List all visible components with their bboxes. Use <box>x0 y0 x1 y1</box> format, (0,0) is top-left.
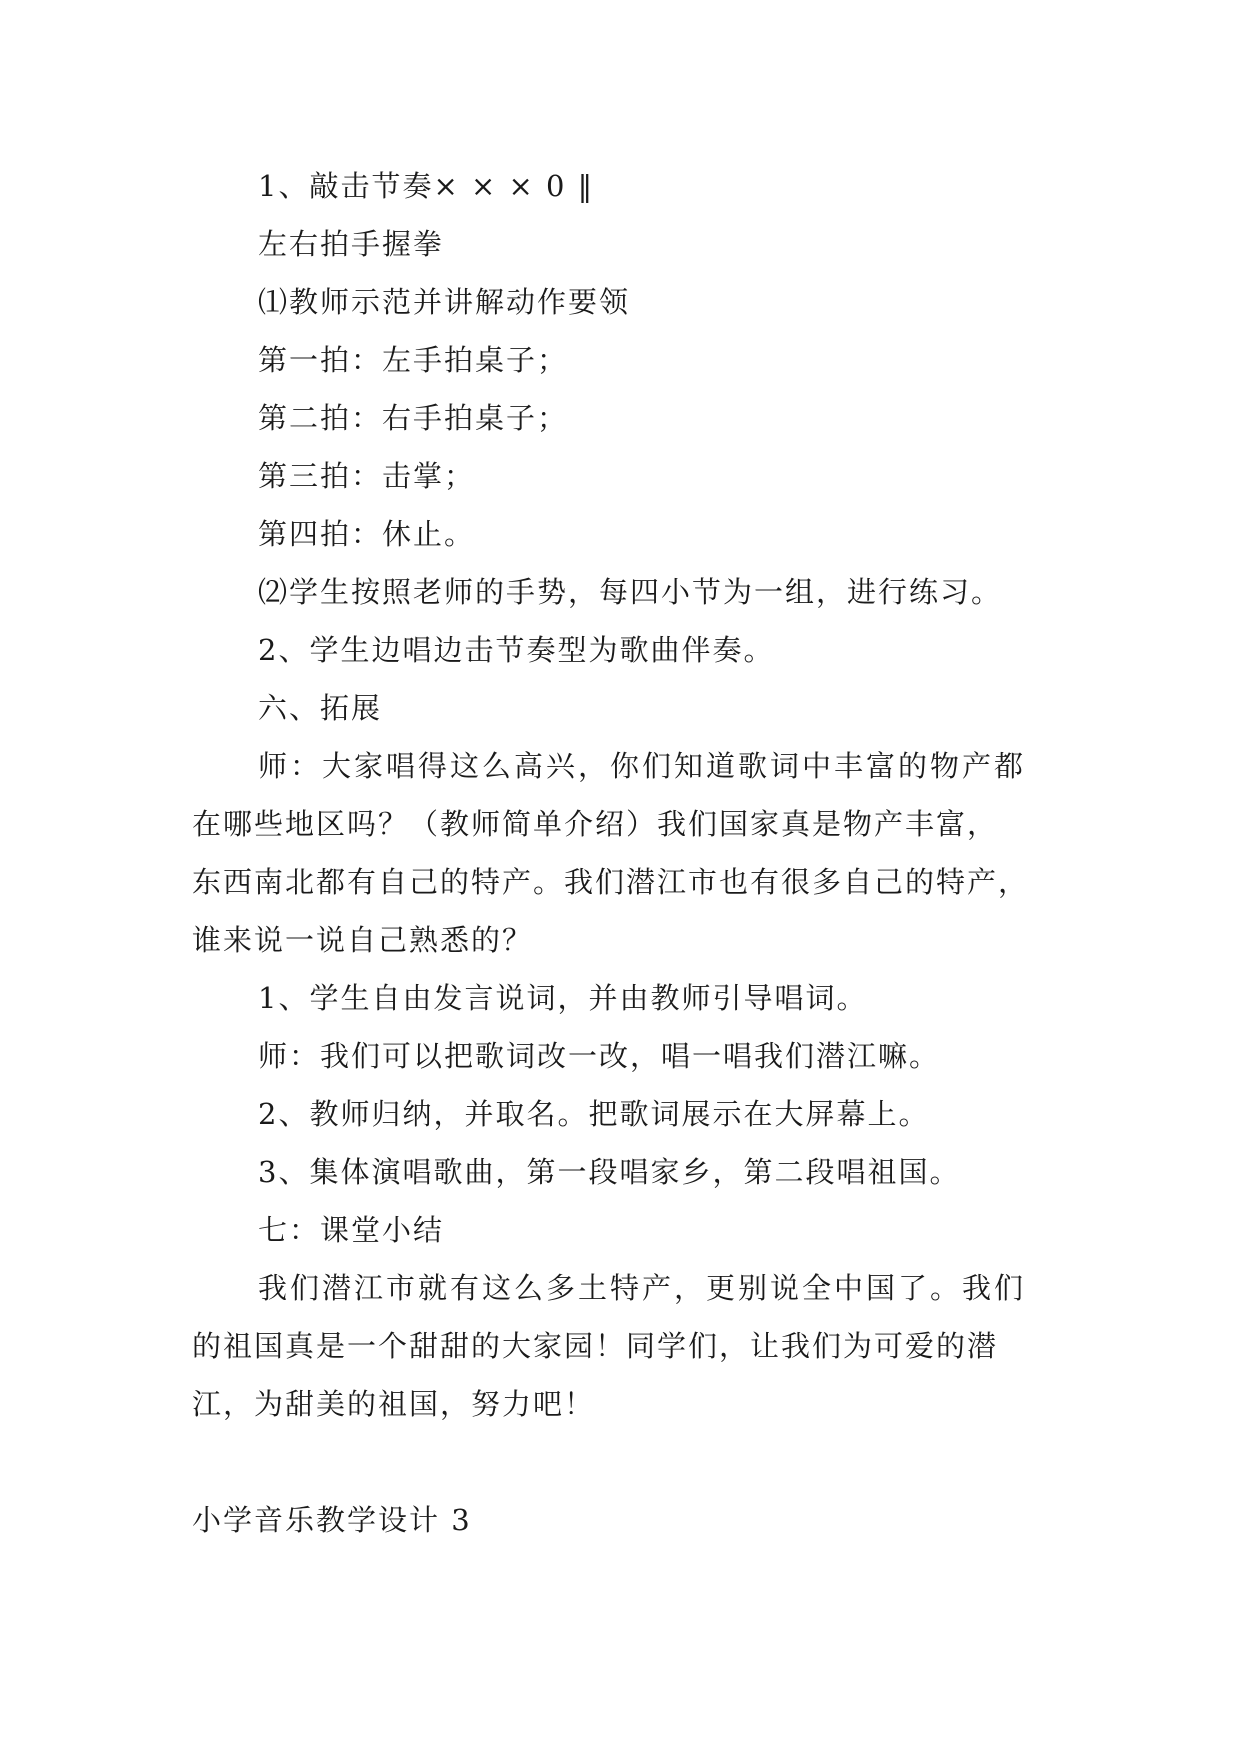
beat-instruction: 第二拍：右手拍桌子； <box>258 401 569 435</box>
paragraph-line: 2、学生边唱边击节奏型为歌曲伴奏。 <box>258 633 775 667</box>
paragraph-line: 我们潜江市就有这么多土特产，更别说全中国了。我们 <box>258 1271 1027 1305</box>
document-section-title: 小学音乐教学设计 3 <box>192 1503 472 1537</box>
paragraph-line: 在哪些地区吗？（教师简单介绍）我们国家真是物产丰富， <box>192 807 999 841</box>
paragraph-line: 江，为甜美的祖国，努力吧！ <box>192 1387 596 1421</box>
paragraph-line: 2、教师归纳，并取名。把歌词展示在大屏幕上。 <box>258 1097 930 1131</box>
section-heading: 七：课堂小结 <box>258 1213 445 1247</box>
paragraph-line: 左右拍手握拳 <box>258 227 445 261</box>
paragraph-line: 1、学生自由发言说词，并由教师引导唱词。 <box>258 981 868 1015</box>
paragraph-line: ⑴教师示范并讲解动作要领 <box>258 285 631 319</box>
paragraph-line: 师：大家唱得这么高兴，你们知道歌词中丰富的物产都 <box>258 749 1027 783</box>
paragraph-line: 谁来说一说自己熟悉的？ <box>192 923 534 957</box>
beat-instruction: 第一拍：左手拍桌子； <box>258 343 569 377</box>
rhythm-exercise-heading: 1、敲击节奏× × × 0 ‖ <box>258 169 595 203</box>
section-heading: 六、拓展 <box>258 691 383 725</box>
paragraph-line: 的祖国真是一个甜甜的大家园！同学们，让我们为可爱的潜 <box>192 1329 999 1363</box>
paragraph-line: ⑵学生按照老师的手势，每四小节为一组，进行练习。 <box>258 575 1003 609</box>
beat-instruction: 第四拍：休止。 <box>258 517 476 551</box>
paragraph-line: 师：我们可以把歌词改一改，唱一唱我们潜江嘛。 <box>258 1039 941 1073</box>
paragraph-line: 3、集体演唱歌曲，第一段唱家乡，第二段唱祖国。 <box>258 1155 961 1189</box>
paragraph-line: 东西南北都有自己的特产。我们潜江市也有很多自己的特产， <box>192 865 1030 899</box>
beat-instruction: 第三拍：击掌； <box>258 459 476 493</box>
